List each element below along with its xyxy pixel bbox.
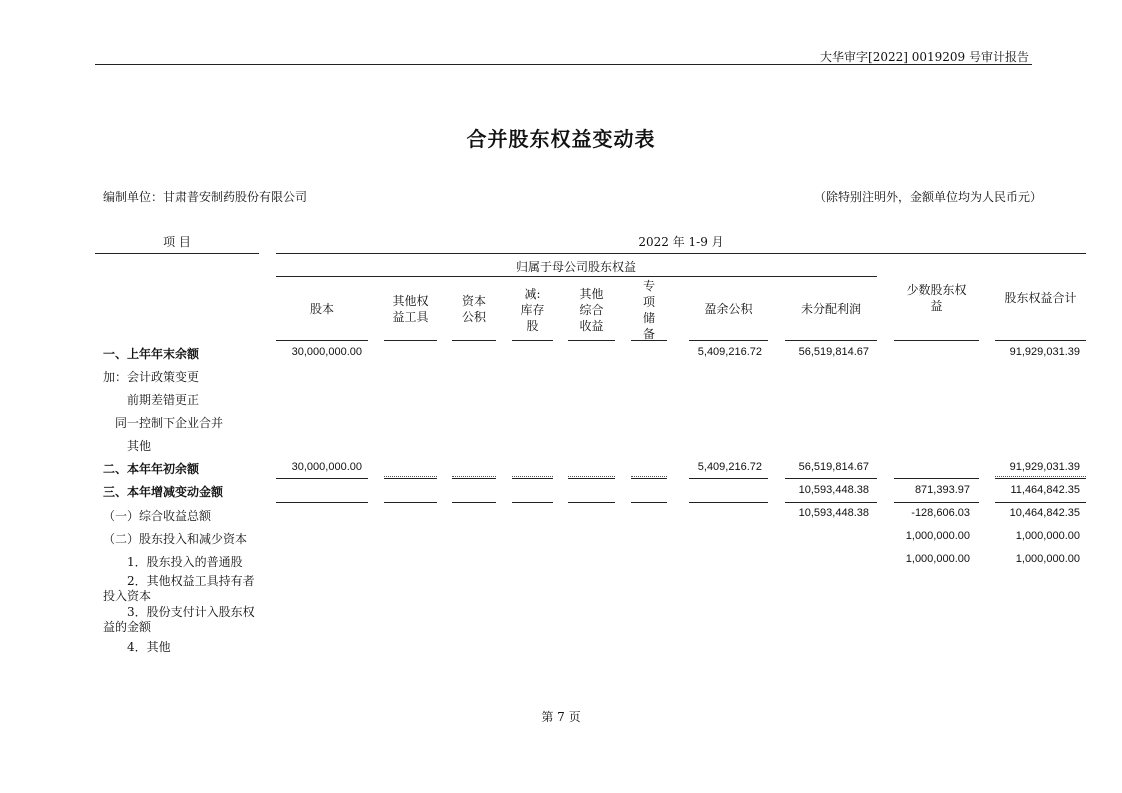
rule-begin-special: [631, 478, 667, 479]
header-oci-line-3: 收益: [579, 319, 604, 333]
rule-change-undistributed: [785, 502, 877, 503]
cell-prior-surplus: 5,409,216.72: [697, 346, 762, 358]
header-minority-interest: [894, 282, 979, 314]
rule-begin-other-equity: [384, 478, 437, 479]
dash-begin-treasury: [512, 476, 553, 477]
report-number: 大华审字[2022] 0019209 号审计报告: [820, 50, 1029, 64]
row-label-ordinary-shares: 1．股东投入的普通股: [127, 555, 243, 569]
rule-change-minority: [894, 502, 979, 503]
header-period: 2022 年 1-9 月: [638, 235, 724, 249]
page-title: 合并股东权益变动表: [466, 127, 656, 151]
header-oci-line-2: 综合: [579, 303, 604, 317]
header-treasury-stock: [512, 286, 553, 334]
cell-begin-undistributed: 56,519,814.67: [798, 461, 869, 473]
header-special-line-1: 专: [642, 279, 655, 293]
cell-begin-surplus: 5,409,216.72: [697, 461, 762, 473]
row-label-capital-contribution: （二）股东投入和减少资本: [103, 532, 248, 546]
rule-change-total: [995, 502, 1086, 503]
header-undistributed-profit: 未分配利润: [800, 302, 861, 316]
header-special-line-2: 项: [642, 295, 655, 309]
header-item: 项 目: [163, 235, 191, 249]
row-label-share-payment-line1: 3．股份支付计入股东权: [127, 605, 255, 619]
currency-note: （除特别注明外，金额单位均为人民币元）: [813, 190, 1042, 204]
header-treasury-line-3: 股: [526, 319, 539, 333]
cell-os-minority: 1,000,000.00: [905, 553, 970, 565]
header-special-reserve: [631, 278, 667, 342]
cell-ci-total: 10,464,842.35: [1009, 507, 1080, 519]
header-minority-line-2: 益: [930, 299, 943, 313]
dash-begin-capital-reserve: [452, 476, 496, 477]
rule-begin-treasury: [512, 478, 553, 479]
header-surplus-reserve: 盈余公积: [704, 302, 753, 316]
header-oci: [568, 286, 615, 334]
rule-change-capital-reserve: [452, 502, 496, 503]
header-total-equity: 股东权益合计: [1004, 291, 1077, 305]
dash-begin-other-equity: [384, 476, 437, 477]
rule-begin-surplus: [689, 478, 768, 479]
dash-begin-oci: [568, 476, 615, 477]
page-number: 第 7 页: [541, 710, 581, 724]
rule-begin-undistributed: [785, 478, 877, 479]
row-label-other: 其他: [127, 439, 152, 453]
header-capital-reserve-line-2: 公积: [461, 310, 486, 324]
row-label-comprehensive-income: （一）综合收益总额: [103, 509, 212, 523]
header-period-rule: [276, 253, 1086, 254]
rule-begin-total: [995, 478, 1086, 479]
row-label-other-equity-holders-line2: 投入资本: [103, 589, 152, 603]
header-special-line-4: 备: [642, 327, 655, 341]
cell-cc-total: 1,000,000.00: [1015, 530, 1080, 542]
rule-begin-share-capital: [276, 478, 368, 479]
header-other-equity-line-1: 其他权: [392, 294, 429, 308]
rule-change-other-equity: [384, 502, 437, 503]
company-label: 编制单位：甘肃普安制药股份有限公司: [103, 190, 308, 204]
rule-special: [631, 340, 667, 341]
header-treasury-line-1: 减:: [524, 287, 541, 301]
header-special-line-3: 储: [642, 311, 655, 325]
cell-begin-total: 91,929,031.39: [1009, 461, 1080, 473]
cell-os-total: 1,000,000.00: [1015, 553, 1080, 565]
header-parent-group-rule: [276, 276, 877, 277]
cell-cc-minority: 1,000,000.00: [905, 530, 970, 542]
header-rule: [95, 64, 1032, 65]
rule-change-surplus: [689, 502, 768, 503]
header-capital-reserve-line-1: 资本: [461, 294, 486, 308]
cell-prior-undistributed: 56,519,814.67: [798, 346, 869, 358]
cell-change-total: 11,464,842.35: [1010, 484, 1080, 496]
cell-change-undistributed: 10,593,448.38: [798, 484, 869, 496]
rule-capital-reserve: [452, 340, 496, 341]
rule-surplus: [689, 340, 768, 341]
header-other-equity-line-2: 益工具: [392, 310, 429, 324]
row-label-common-control: 同一控制下企业合并: [115, 416, 224, 430]
cell-change-minority: 871,393.97: [914, 484, 970, 496]
rule-treasury: [512, 340, 553, 341]
row-label-other-4: 4．其他: [127, 640, 171, 654]
rule-oci: [568, 340, 615, 341]
cell-prior-share-capital: 30,000,000.00: [291, 346, 362, 358]
row-label-current-year-begin: 二、本年年初余额: [103, 462, 200, 476]
row-label-policy-change: 加：会计政策变更: [103, 370, 200, 384]
rule-total: [995, 340, 1086, 341]
header-other-equity-instruments: [384, 293, 437, 325]
cell-ci-undistributed: 10,593,448.38: [798, 507, 869, 519]
header-capital-reserve: [452, 293, 496, 325]
row-label-prior-year-end: 一、上年年末余额: [103, 347, 200, 361]
rule-undistributed: [785, 340, 877, 341]
header-treasury-line-2: 库存: [520, 303, 545, 317]
dash-begin-special: [631, 476, 667, 477]
cell-ci-minority: -128,606.03: [911, 507, 970, 519]
rule-begin-capital-reserve: [452, 478, 496, 479]
row-label-current-change: 三、本年增减变动金额: [103, 485, 224, 499]
row-label-error-correction: 前期差错更正: [127, 393, 200, 407]
cell-begin-share-capital: 30,000,000.00: [291, 461, 362, 473]
rule-begin-oci: [568, 478, 615, 479]
row-label-share-payment-line2: 益的金额: [103, 620, 152, 634]
header-minority-line-1: 少数股东权: [906, 283, 967, 297]
rule-change-oci: [568, 502, 615, 503]
cell-prior-total: 91,929,031.39: [1009, 346, 1080, 358]
rule-change-share-capital: [276, 502, 368, 503]
rule-minority: [894, 340, 979, 341]
header-share-capital: 股本: [309, 302, 334, 316]
header-oci-line-1: 其他: [579, 287, 604, 301]
dash-begin-total: [995, 476, 1086, 477]
header-item-rule: [95, 253, 259, 254]
rule-change-treasury: [512, 502, 553, 503]
rule-share-capital: [276, 340, 368, 341]
rule-other-equity: [384, 340, 437, 341]
rule-begin-minority: [894, 478, 979, 479]
header-parent-group: 归属于母公司股东权益: [515, 260, 636, 274]
row-label-other-equity-holders-line1: 2．其他权益工具持有者: [127, 574, 255, 588]
rule-change-special: [631, 502, 667, 503]
